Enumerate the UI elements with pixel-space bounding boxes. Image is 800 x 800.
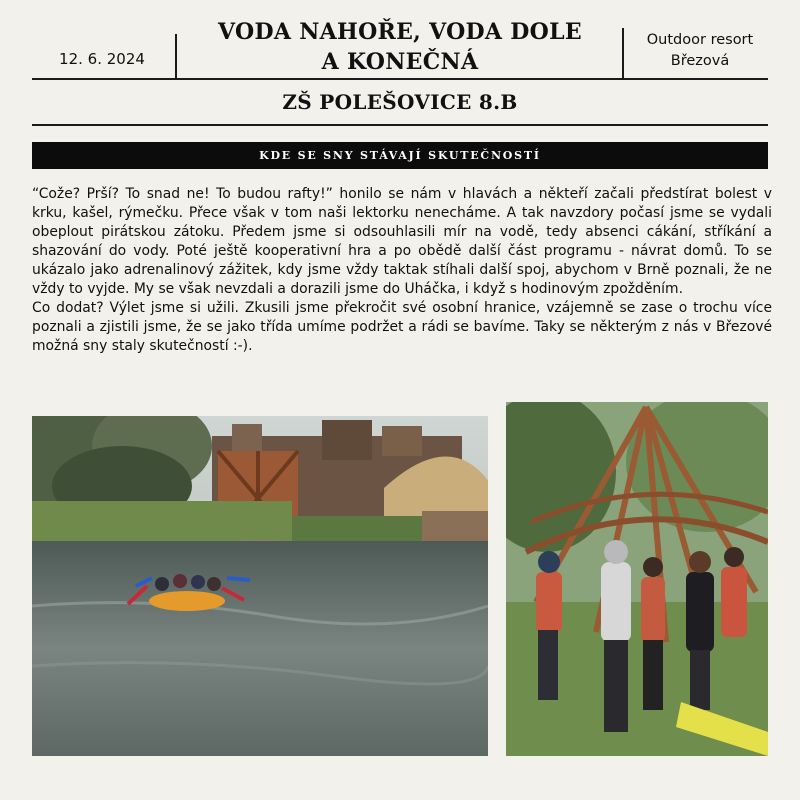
header-top-rule (32, 78, 768, 80)
article-body (32, 185, 772, 356)
article-title (180, 17, 620, 77)
tagline-banner: KDE SE SNY STÁVAJÍ SKUTEČNOSTÍ (32, 142, 768, 169)
location-line-1: Outdoor resort (646, 32, 754, 48)
header-divider-right (622, 28, 624, 79)
location-line-2: Březová (670, 53, 730, 69)
issue-date: 12. 6. 2024 (59, 50, 145, 68)
title-line-2: A KONEČNÁ (321, 49, 479, 75)
header-bottom-rule (32, 124, 768, 126)
article-paragraph-1: “Cože? Prší? To snad ne! To budou rafty!” honilo se nám v hlavách a někteří začali předstírat bolest v krku, kašel, rýmečku. Přece však v tom naši lektorku nenecháme. A tak navzdory počasí jsme se vydali obeplout pirátskou zátoku. Předem jsme si odsouhlasili mír na vodě, tedy absenci cákání, stříkání a shazování do vody. Poté ještě kooperativní hra a po obědě další část programu - návrat domů. To se ukázalo jako adrenalinový zážitek, kdy jsme vždy taktak stíhali další spoj, abychom v Brně poznali, že ne vždy to vyjde. My se však nevzdali a dorazili jsme do Uháčka, i když s hodinovým zpožděním. (32, 186, 772, 297)
rafting-photo-illustration (32, 416, 488, 756)
article-paragraph-2: Co dodat? Výlet jsme si užili. Zkusili jsme překročit své osobní hranice, vzájemně se zase o trochu více poznali a zjistili jsme, že se jako třída umíme podržet a rádi se bavíme. Taky se některým z nás v Březové možná sny staly skutečností :-). (32, 300, 772, 354)
group-photo (506, 402, 768, 756)
location (626, 30, 774, 72)
class-subtitle: ZŠ POLEŠOVICE 8.B (282, 90, 518, 114)
rafting-photo (32, 416, 488, 756)
title-line-1: VODA NAHOŘE, VODA DOLE (218, 19, 582, 45)
group-photo-illustration (506, 402, 768, 756)
header-divider-left (175, 34, 177, 79)
